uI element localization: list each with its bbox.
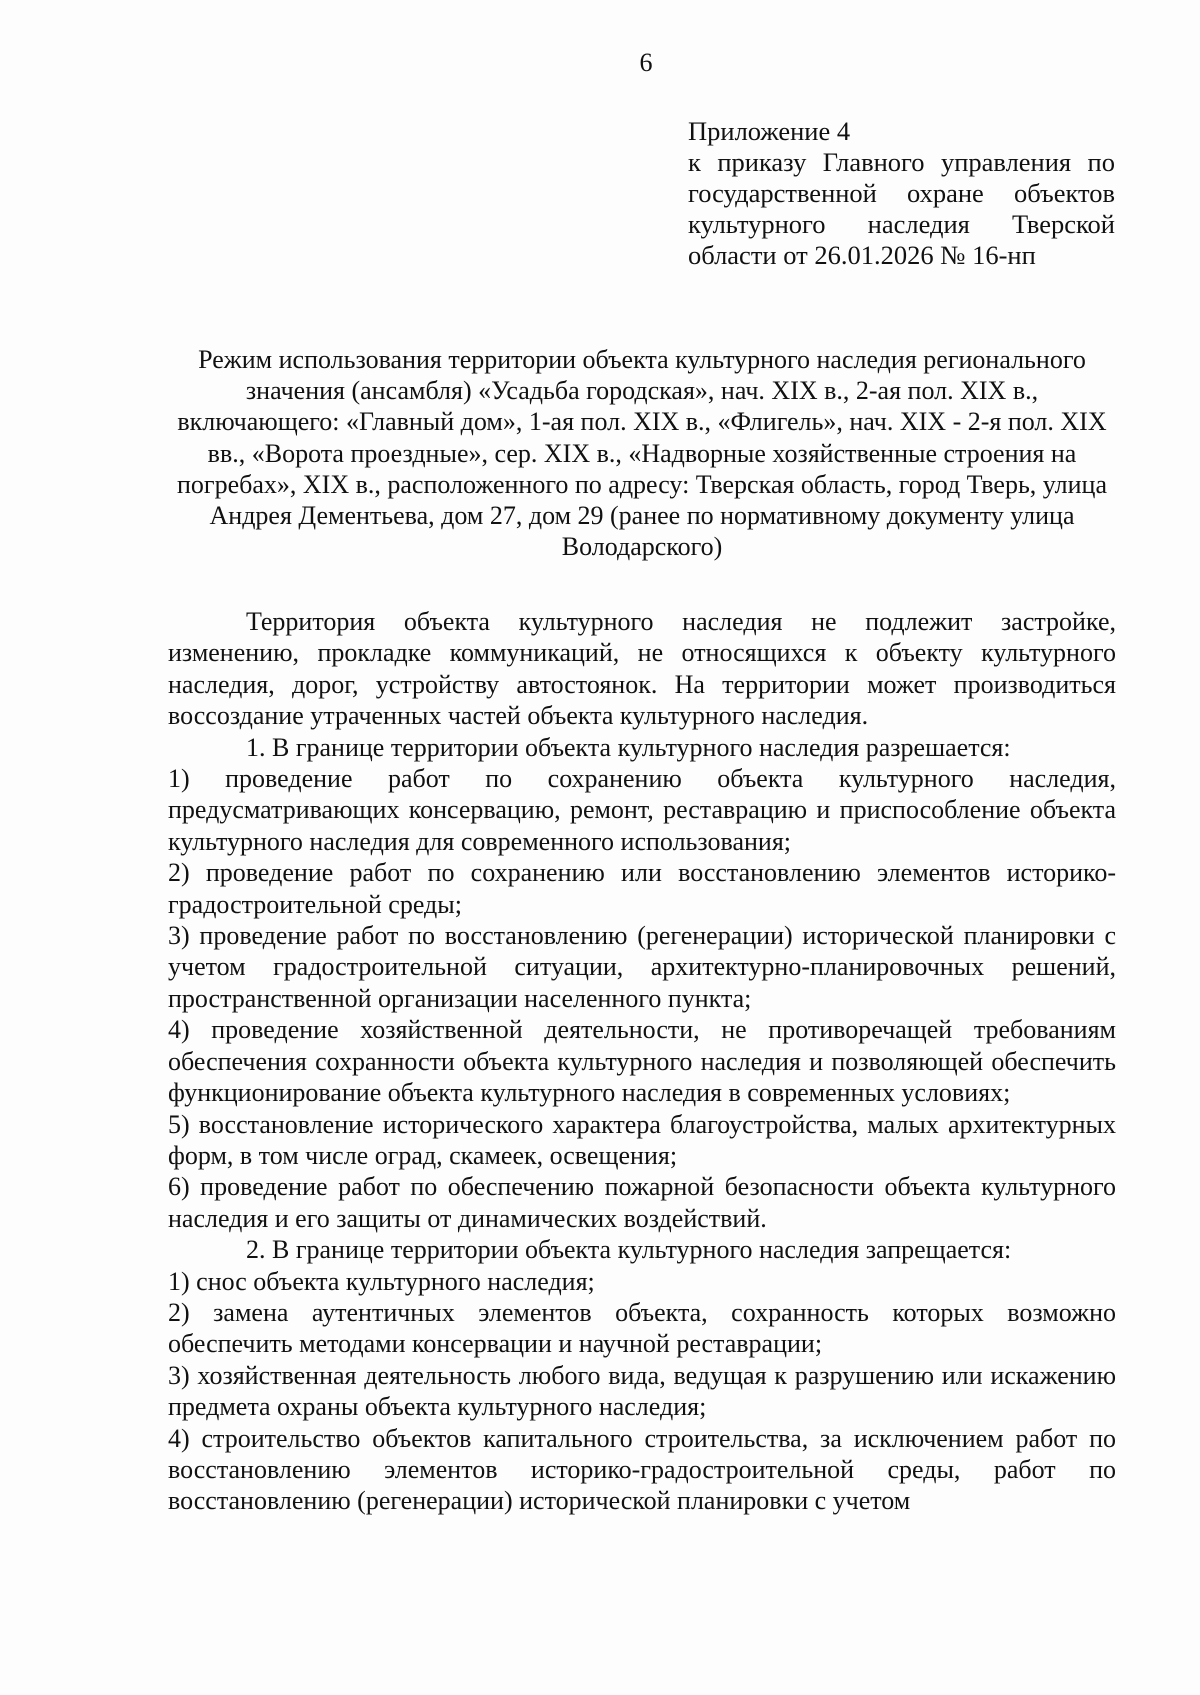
section-1-item-2: 2) проведение работ по сохранению или восстановлению элементов историко-градостроительной среды;	[168, 858, 1116, 919]
document-title: Режим использования территории объекта культурного наследия регионального значения (ансамбля) «Усадьба городская», нач. XIX в., 2-ая пол. XIX в., включающего: «Главный дом», 1-ая пол. XIX в., «Флигель», нач. XIX - 2-я пол. XIX вв., «Ворота проездные», сер. XIX в., «Надворные хозяйственные строения на погребах», XIX в., расположенного по адресу: Тверская область, город Тверь, улица Андрея Дементьева, дом 27, дом 29 (ранее по нормативному документу улица Володарского)	[177, 345, 1107, 562]
intro-paragraph: Территория объекта культурного наследия не подлежит застройке, изменению, прокладке коммуникаций, не относящихся к объекту культурного наследия, дорог, устройству автостоянок. На территории может производиться воссоздание утраченных частей объекта культурного наследия.	[168, 607, 1116, 731]
appendix-text: к приказу Главного управления по государственной охране объектов культурного наследия Тверской области от 26.01.2026 № 16-нп	[688, 147, 1115, 270]
page-number: 6	[639, 48, 653, 77]
section-2-item-1: 1) снос объекта культурного наследия;	[168, 1266, 595, 1296]
section-2-heading: 2. В границе территории объекта культурного наследия запрещается:	[246, 1235, 1012, 1265]
section-1-heading: 1. В границе территории объекта культурного наследия разрешается:	[246, 732, 1011, 762]
appendix-label: Приложение 4	[688, 116, 851, 146]
section-2-item-2: 2) замена аутентичных элементов объекта, сохранность которых возможно обеспечить методами консервации и научной реставрации;	[168, 1297, 1116, 1359]
document-body	[168, 606, 1116, 1517]
section-1-item-4: 4) проведение хозяйственной деятельности, не противоречащей требованиям обеспечения сохранности объекта культурного наследия и позволяющей обеспечить функционирование объекта культурного наследия в современных условиях;	[168, 1015, 1116, 1108]
section-1-item-3: 3) проведение работ по восстановлению (регенерации) исторической планировки с учетом градостроительной ситуации, архитектурно-планировочных решений, пространственной организации населенного пункта;	[168, 921, 1116, 1013]
section-1-item-6: 6) проведение работ по обеспечению пожарной безопасности объекта культурного наследия и его защиты от динамических воздействий.	[168, 1172, 1116, 1233]
section-2-item-4: 4) строительство объектов капитального строительства, за исключением работ по восстановлению элементов историко-градостроительной среды, работ по восстановлению (регенерации) исторической планировки с учетом	[168, 1423, 1116, 1516]
section-1-item-1: 1) проведение работ по сохранению объекта культурного наследия, предусматривающих консервацию, ремонт, реставрацию и приспособление объекта культурного наследия для современного использования;	[168, 764, 1116, 856]
section-1-item-5: 5) восстановление исторического характера благоустройства, малых архитектурных форм, в том числе оград, скамеек, освещения;	[168, 1109, 1116, 1170]
section-2-item-3: 3) хозяйственная деятельность любого вида, ведущая к разрушению или искажению предмета охраны объекта культурного наследия;	[168, 1360, 1116, 1422]
appendix-block	[688, 116, 1115, 271]
